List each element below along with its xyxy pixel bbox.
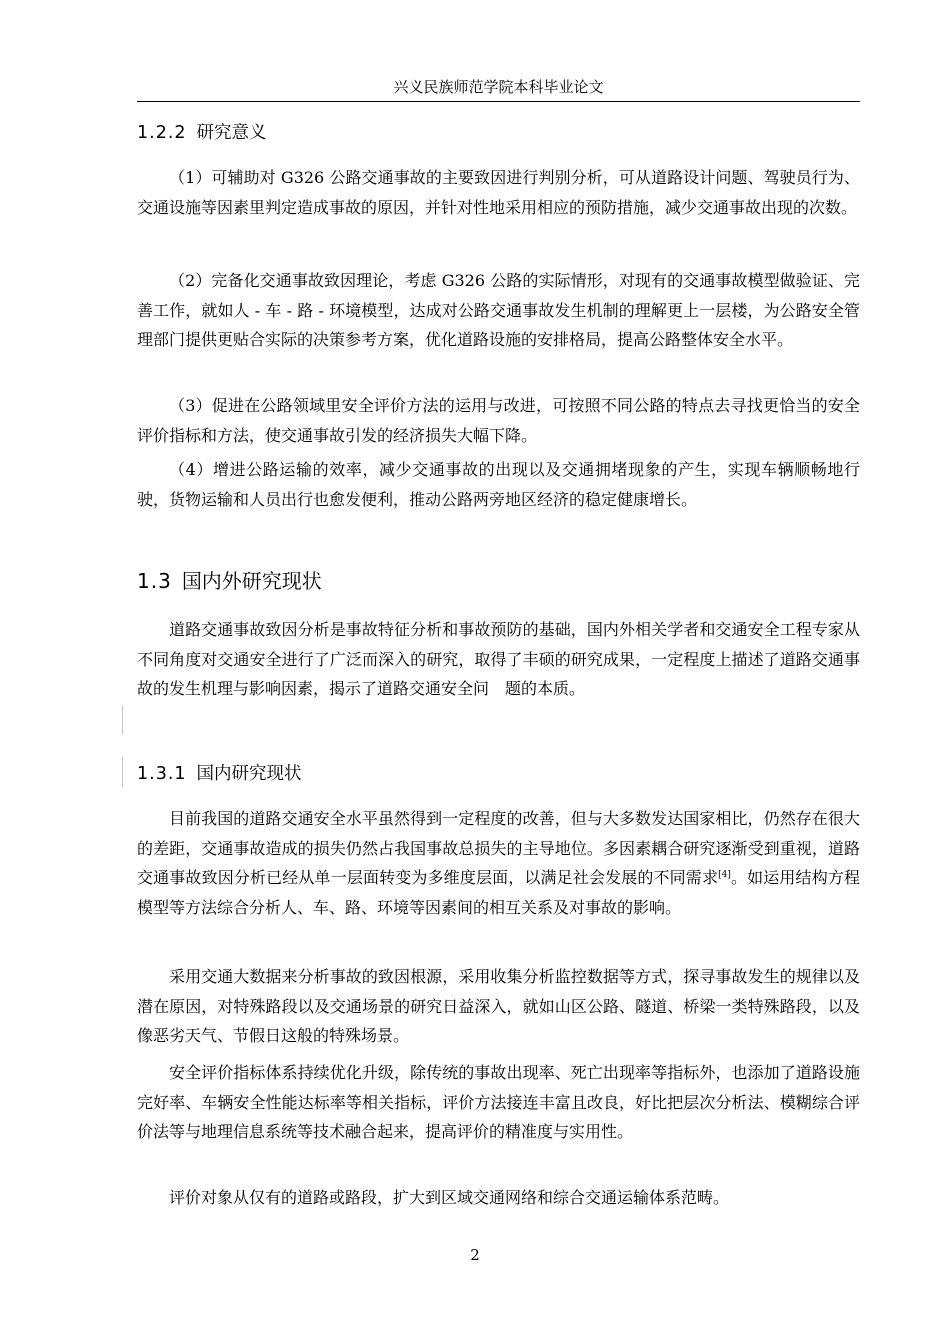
revision-marker xyxy=(122,705,123,735)
paragraph-text: 目前我国的道路交通安全水平虽然得到一定程度的改善，但与大多数发达国家相比，仍然存在很大的差距，交通事故造成的损失仍然占我国事故总损失的主导地位。多因素耦合研究逐渐受到重视，道路交通事故致因分析已经从单一层面转变为多维度层面，以满足社会发展的不同需求 xyxy=(137,809,860,887)
paragraph-text: 。如运用结构方程模型等方法综合分析人、车、路、环境等因素间的相互关系及对事故的影响。 xyxy=(137,868,860,917)
paragraph: 安全评价指标体系持续优化升级，除传统的事故出现率、死亡出现率等指标外，也添加了道路设施完好率、车辆安全性能达标率等相关指标，评价方法接连丰富且改良，好比把层次分析法、模糊综合评价法等与地理信息系统等技术融合起来，提高评价的精准度与实用性。 xyxy=(137,1063,860,1141)
paragraph: 采用交通大数据来分析事故的致因根源，采用收集分析监控数据等方式，探寻事故发生的规律以及潜在原因，对特殊路段以及交通场景的研究日益深入，就如山区公路、隧道、桥梁一类特殊路段，以及像恶劣天气、节假日这般的特殊场景。 xyxy=(137,967,860,1045)
paragraph xyxy=(137,804,860,922)
section-title: 国内外研究现状 xyxy=(181,569,322,593)
running-header: 兴义民族师范学院本科毕业论文 xyxy=(393,78,604,96)
paragraph: （3）促进在公路领域里安全评价方法的运用与改进，可按照不同公路的特点去寻找更恰当的安全评价指标和方法，使交通事故引发的经济损失大幅下降。 xyxy=(137,396,860,445)
revision-marker xyxy=(122,757,123,787)
paragraph: （1）可辅助对 G326 公路交通事故的主要致因进行判别分析，可从道路设计问题、驾驶员行为、交通设施等因素里判定造成事故的原因，并针对性地采用相应的预防措施，减少交通事故出现的次数。 xyxy=(137,168,860,217)
paragraph: 道路交通事故致因分析是事故特征分析和事故预防的基础，国内外相关学者和交通安全工程专家从不同角度对交通安全进行了广泛而深入的研究，取得了丰硕的研究成果，一定程度上描述了道路交通事故的发生机理与影响因素，揭示了道路交通安全问 题的本质。 xyxy=(137,620,860,698)
heading-1-3-1 xyxy=(137,760,302,785)
heading-1-3 xyxy=(137,565,322,594)
citation-ref[interactable]: [4] xyxy=(718,870,731,880)
section-number: 1.3 xyxy=(137,569,172,593)
section-title: 研究意义 xyxy=(196,123,267,143)
header-rule xyxy=(137,101,860,102)
paragraph: （2）完备化交通事故致因理论，考虑 G326 公路的实际情形，对现有的交通事故模型做验证、完善工作，就如人 - 车 - 路 - 环境模型，达成对公路交通事故发生机制的理解更上一层楼，为公路安全管理部门提供更贴合实际的决策参考方案，优化道路设施的安排格局，提高公路整体安全水平。 xyxy=(137,271,860,349)
section-number: 1.2.2 xyxy=(137,123,187,143)
section-number: 1.3.1 xyxy=(137,764,187,784)
page-number: 2 xyxy=(470,1246,480,1264)
paragraph: 评价对象从仅有的道路或路段，扩大到区域交通网络和综合交通运输体系范畴。 xyxy=(169,1188,730,1207)
heading-1-2-2 xyxy=(137,119,267,144)
paragraph: （4）增进公路运输的效率，减少交通事故的出现以及交通拥堵现象的产生，实现车辆顺畅地行驶，货物运输和人员出行也愈发便利，推动公路两旁地区经济的稳定健康增长。 xyxy=(137,460,860,509)
section-title: 国内研究现状 xyxy=(196,764,302,784)
